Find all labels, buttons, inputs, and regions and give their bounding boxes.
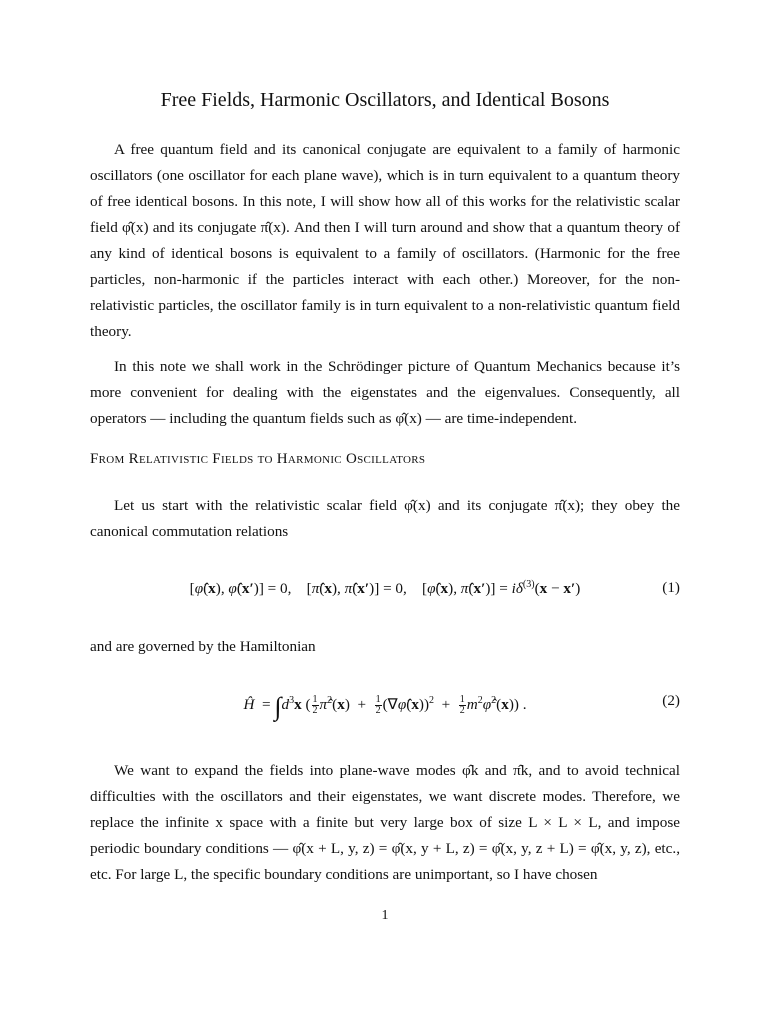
equation-1-number: (1) [662, 579, 680, 596]
paragraph-plane-wave: We want to expand the fields into plane-wave modes φ̂k and π̂k, and to avoid technical difficulties with the oscillators and their eigenstates, we want discrete modes. Therefore, we replace the infinite x space with a finite but very large box of size L × L × L, and impose periodic boundary conditions — φ̂(x + L, y, z) = φ̂(x, y + L, z) = φ̂(x, y, z + L) = φ̂(x, y, z), etc., etc. For large L, the specific boundary conditions are unimportant, so I have chosen [90, 762, 680, 883]
paragraph-schrodinger: In this note we shall work in the Schrödinger picture of Quantum Mechanics because it’s more convenient for dealing with the eigenstates and the eigenvalues. Consequently, all operators — including the quantum fields such as φ̂(x) — are time-independent. [90, 358, 680, 427]
section-heading: From Relativistic Fields to Harmonic Oscillators [90, 451, 426, 467]
paragraph-hamiltonian-intro: and are governed by the Hamiltonian [90, 638, 316, 655]
equation-2-body: Ĥ = $\int d^3x$ ( $\frac{1}{2}$ π̂$^2$(x) + $\frac{1}{2}$ (∇φ̂(x))$^2$ + $\frac{1}{2}$ $m^2\varphî^2(x)$) . [243, 692, 527, 721]
equation-2-number: (2) [662, 692, 680, 709]
equation-1 [90, 575, 680, 605]
equation-2 [90, 688, 680, 721]
page-number: 1 [381, 908, 389, 923]
paragraph-intro: A free quantum field and its canonical conjugate are equivalent to a family of harmonic oscillators (one oscillator for each plane wave), which is in turn equivalent to a quantum theory of free identical bosons. In this note, I will show how all of this works for the relativistic scalar field φ̂(x) and its conjugate π̂(x). And then I will turn around and show that a quantum theory of any kind of identical bosons is equivalent to a family of oscillators. (Harmonic for the free particles, non-harmonic if the particles interact with each other.) Moreover, for the non-relativistic particles, the oscillator family is in turn equivalent to a non-relativistic quantum field theory. [90, 141, 680, 340]
equation-1-body: [φ̂(x), φ̂(x′)] = 0, [π̂(x), π̂(x′)] = 0, [φ̂(x), π̂(x′)] = $i\delta^{(3)}(x - x')$ [189, 579, 581, 598]
paragraph-field-start: Let us start with the relativistic scalar field φ̂(x) and its conjugate π̂(x); they obey the canonical commutation relations [90, 497, 680, 540]
paper-title: Free Fields, Harmonic Oscillators, and Identical Bosons [160, 89, 610, 111]
